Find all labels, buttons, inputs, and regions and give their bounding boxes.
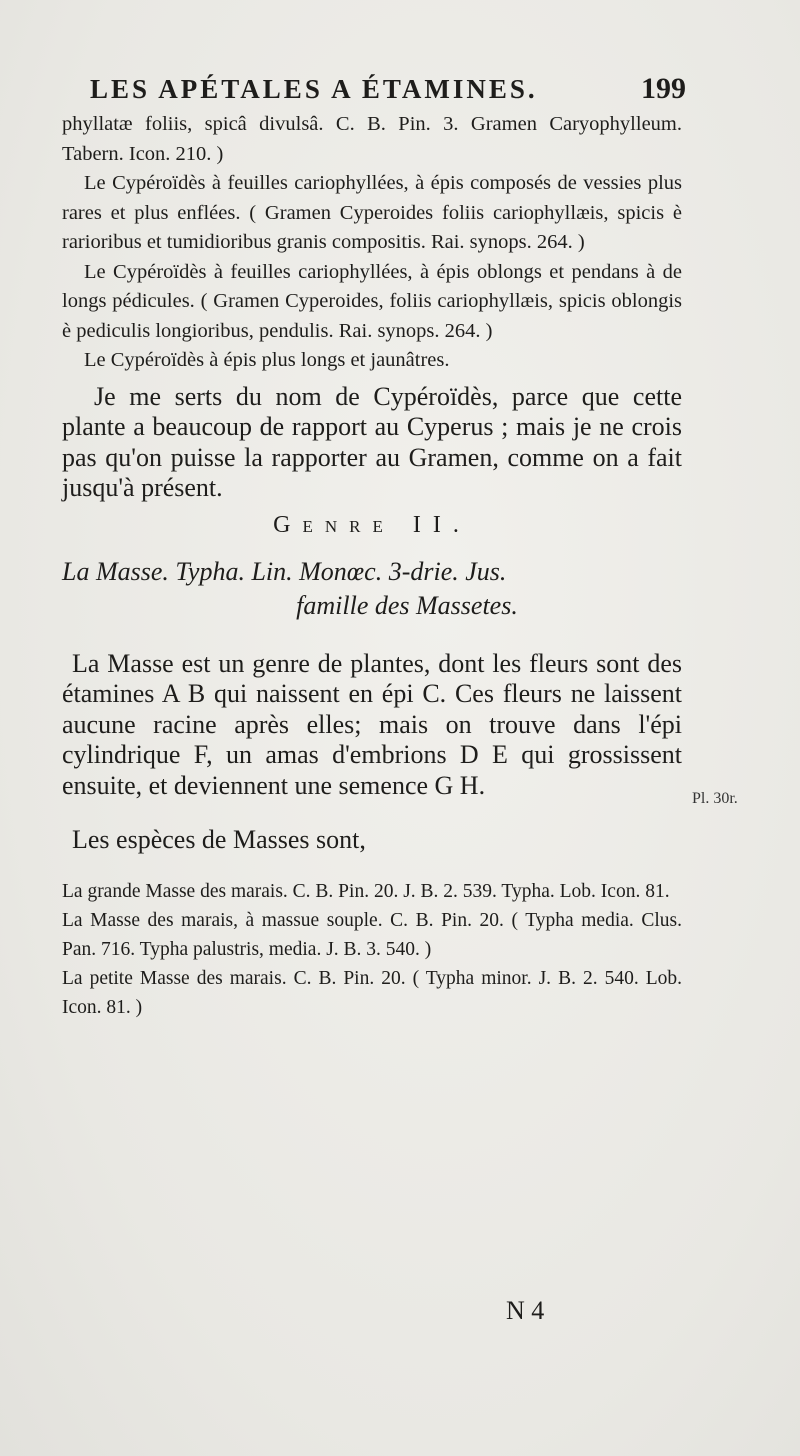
paragraph-species-1: Le Cypéroïdès à feuilles cariophyllées, à épis composés de vessies plus rares et plus enflées. ( Gramen Cyperoides foliis cariophyllæis, spicis è rarioribus et tumidioribus granis compositis. Rai. synops. 264. ) — [62, 172, 682, 253]
page-number: 199 — [641, 72, 686, 105]
paragraph-species-2: Le Cypéroïdès à feuilles cariophyllées, à épis oblongs et pendans à de longs pédicules. ( Gramen Cyperoides, foliis cariophyllæis, spicis oblongis è pediculis longioribus, pendulis. Rai. synops. 264. ) — [62, 260, 682, 342]
genus-heading-line1: La Masse. Typha. Lin. Monœc. 3-drie. Jus. — [62, 556, 507, 586]
species-intro: Les espèces de Masses sont, — [72, 825, 366, 854]
genus-heading-line2: famille des Massetes. — [296, 590, 518, 620]
species-entry-3: La petite Masse des marais. C. B. Pin. 20. ( Typha minor. J. B. 2. 540. Lob. Icon. 81. ) — [62, 968, 682, 1018]
page-content — [62, 72, 686, 1022]
margin-note: Pl. 30r. — [692, 790, 738, 807]
paragraph-species-3: Le Cypéroïdès à épis plus longs et jaunâtres. — [84, 349, 450, 371]
species-entry-1: La grande Masse des marais. C. B. Pin. 20. J. B. 2. 539. Typha. Lob. Icon. 81. — [62, 881, 670, 902]
genus-heading — [62, 555, 682, 623]
paragraph-continuation: phyllatæ foliis, spicâ divulsâ. C. B. Pin. 3. Gramen Caryophylleum. Tabern. Icon. 210. ) — [62, 113, 682, 165]
running-head — [90, 72, 686, 106]
species-entry-2: La Masse des marais, à massue souple. C. B. Pin. 20. ( Typha media. Clus. Pan. 716. Typha palustris, media. J. B. 3. 540. ) — [62, 910, 682, 960]
genus-description: La Masse est un genre de plantes, dont les fleurs sont des étamines A B qui naissent en épi C. Ces fleurs ne laissent aucune racine après elles; mais on trouve dans l'épi cylindrique F, un amas d'embrions D E qui grossissent ensuite, et deviennent une semence G H. — [62, 648, 682, 800]
signature-mark: N 4 — [506, 1296, 545, 1325]
main-paragraph: Je me serts du nom de Cypéroïdès, parce que cette plante a beaucoup de rapport au Cyperus ; mais je ne crois pas qu'on puisse la rapporter au Gramen, comme on a fait jusqu'à présent. — [62, 381, 682, 502]
running-title: LES APÉTALES A ÉTAMINES. — [90, 74, 538, 104]
genre-heading: Genre II. — [273, 511, 471, 538]
